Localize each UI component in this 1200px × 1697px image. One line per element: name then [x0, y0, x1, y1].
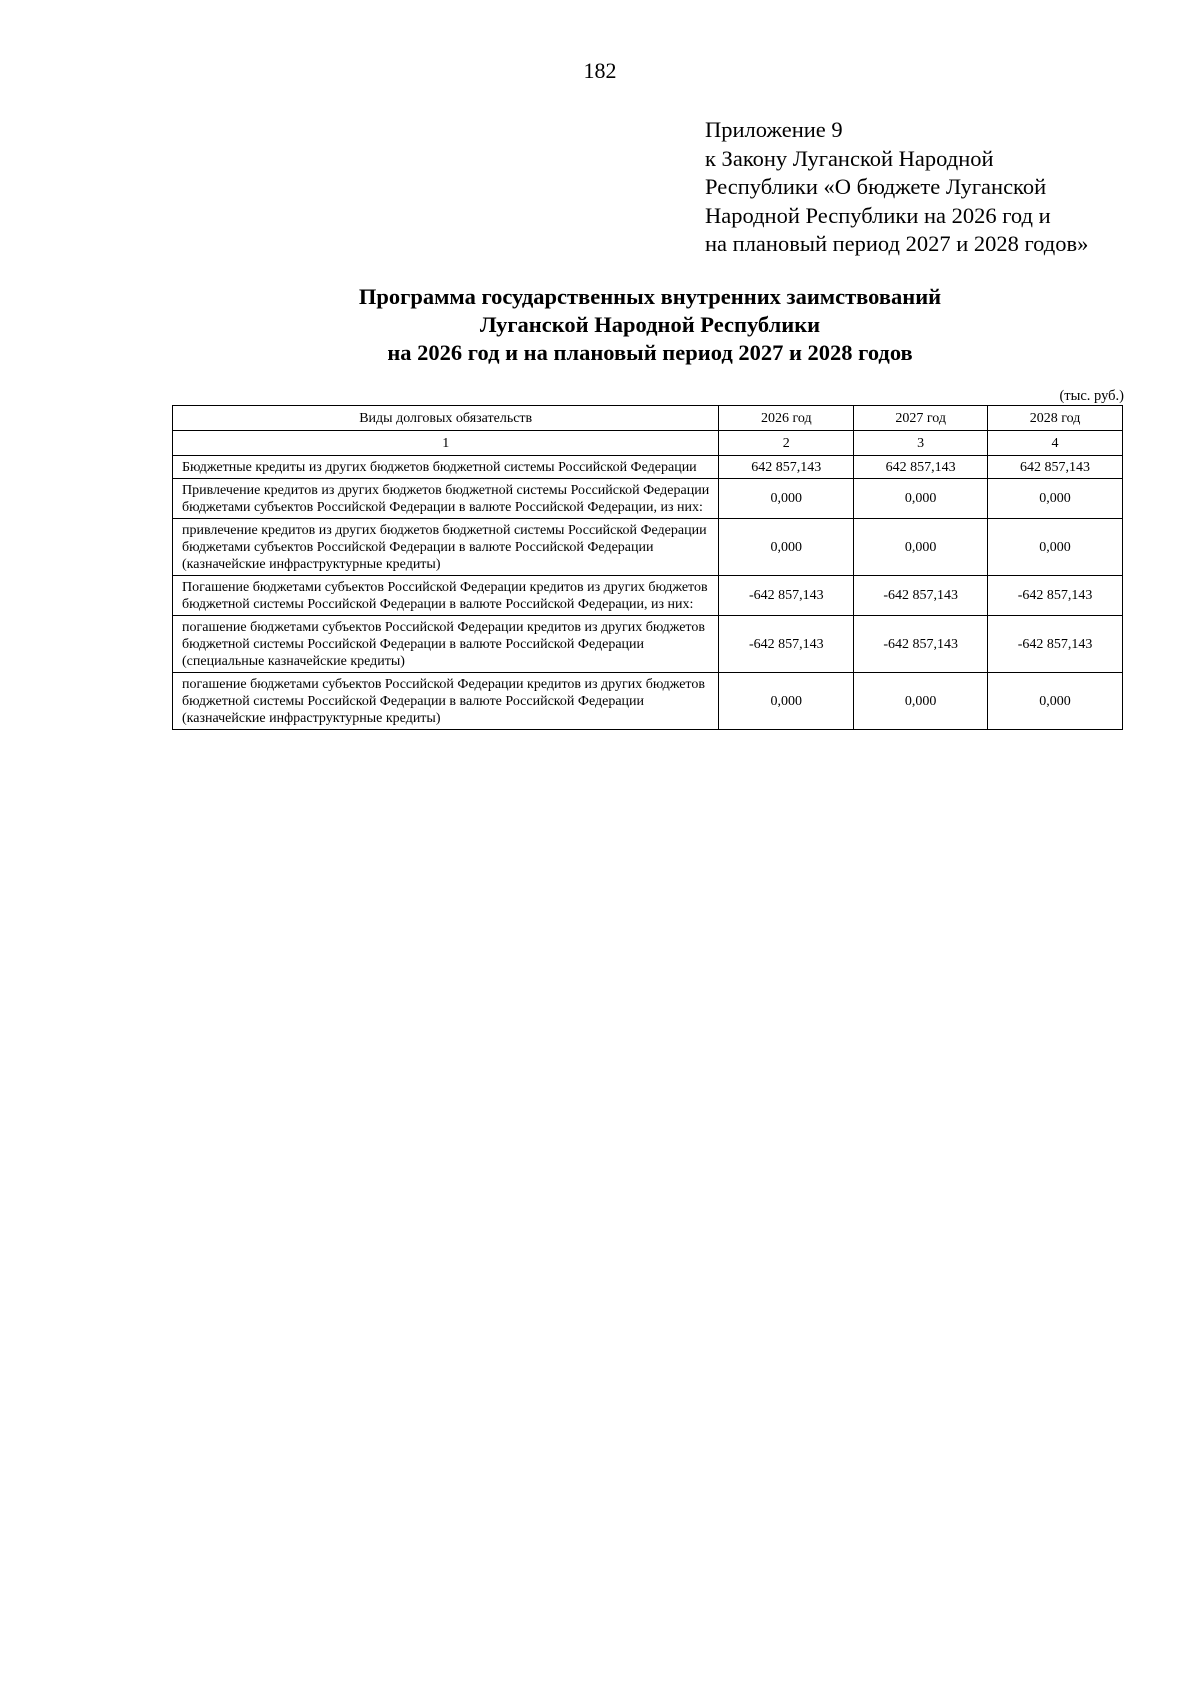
units-note: (тыс. руб.): [1059, 388, 1124, 404]
appendix-line: к Закону Луганской Народной: [705, 145, 994, 171]
title-line: Луганской Народной Республики: [479, 312, 821, 337]
value-2028: -642 857,143: [988, 616, 1123, 673]
table-row: [173, 456, 1123, 479]
value-2027: 0,000: [854, 673, 988, 730]
value-2026: 642 857,143: [719, 456, 854, 479]
value-2026: -642 857,143: [719, 616, 854, 673]
value-2026: 0,000: [719, 479, 854, 519]
value-2026: -642 857,143: [719, 576, 854, 616]
row-name: Привлечение кредитов из других бюджетов бюджетной системы Российской Федерации бюджетами субъектов Российской Федерации в валюте Российской Федерации, из них:: [173, 479, 719, 519]
table-header-row: [173, 406, 1123, 431]
row-name: Погашение бюджетами субъектов Российской Федерации кредитов из других бюджетов бюджетной системы Российской Федерации в валюте Российской Федерации, из них:: [173, 576, 719, 616]
column-number: 1: [173, 431, 719, 456]
title-line: на 2026 год и на плановый период 2027 и 2028 годов: [387, 340, 913, 365]
value-2027: -642 857,143: [854, 576, 988, 616]
appendix-line: на плановый период 2027 и 2028 годов»: [705, 231, 1089, 256]
row-name: привлечение кредитов из других бюджетов бюджетной системы Российской Федерации бюджетами субъектов Российской Федерации в валюте Российской Федерации (казначейские инфраструктурные кредиты): [173, 519, 719, 576]
title-line: Программа государственных внутренних заимствований: [358, 284, 942, 309]
column-number: 3: [854, 431, 988, 456]
appendix-line: Народной Республики на 2026 год и: [705, 202, 1051, 228]
table-row: [173, 576, 1123, 616]
appendix-note: [705, 116, 1175, 259]
document-title: [0, 283, 1200, 367]
value-2027: -642 857,143: [854, 616, 988, 673]
value-2028: 642 857,143: [988, 456, 1123, 479]
header-year-2027: 2027 год: [854, 406, 988, 431]
value-2028: 0,000: [988, 519, 1123, 576]
value-2027: 642 857,143: [854, 456, 988, 479]
value-2026: 0,000: [719, 519, 854, 576]
value-2026: 0,000: [719, 673, 854, 730]
header-obligation-type: Виды долговых обязательств: [173, 406, 719, 431]
borrowing-table: [172, 405, 1123, 730]
row-name: Бюджетные кредиты из других бюджетов бюджетной системы Российской Федерации: [173, 456, 719, 479]
value-2028: -642 857,143: [988, 576, 1123, 616]
appendix-line: Приложение 9: [705, 117, 843, 142]
column-number: 4: [988, 431, 1123, 456]
page-number: 182: [583, 58, 617, 83]
row-name: погашение бюджетами субъектов Российской Федерации кредитов из других бюджетов бюджетной системы Российской Федерации в валюте Российской Федерации (специальные казначейские кредиты): [173, 616, 719, 673]
table-row: [173, 673, 1123, 730]
value-2027: 0,000: [854, 519, 988, 576]
row-name: погашение бюджетами субъектов Российской Федерации кредитов из других бюджетов бюджетной системы Российской Федерации в валюте Российской Федерации (казначейские инфраструктурные кредиты): [173, 673, 719, 730]
value-2028: 0,000: [988, 673, 1123, 730]
column-number-row: [173, 431, 1123, 456]
appendix-line: Республики «О бюджете Луганской: [705, 174, 1047, 199]
table-row: [173, 519, 1123, 576]
column-number: 2: [719, 431, 854, 456]
value-2027: 0,000: [854, 479, 988, 519]
header-year-2026: 2026 год: [719, 406, 854, 431]
table-row: [173, 479, 1123, 519]
table-row: [173, 616, 1123, 673]
header-year-2028: 2028 год: [988, 406, 1123, 431]
value-2028: 0,000: [988, 479, 1123, 519]
